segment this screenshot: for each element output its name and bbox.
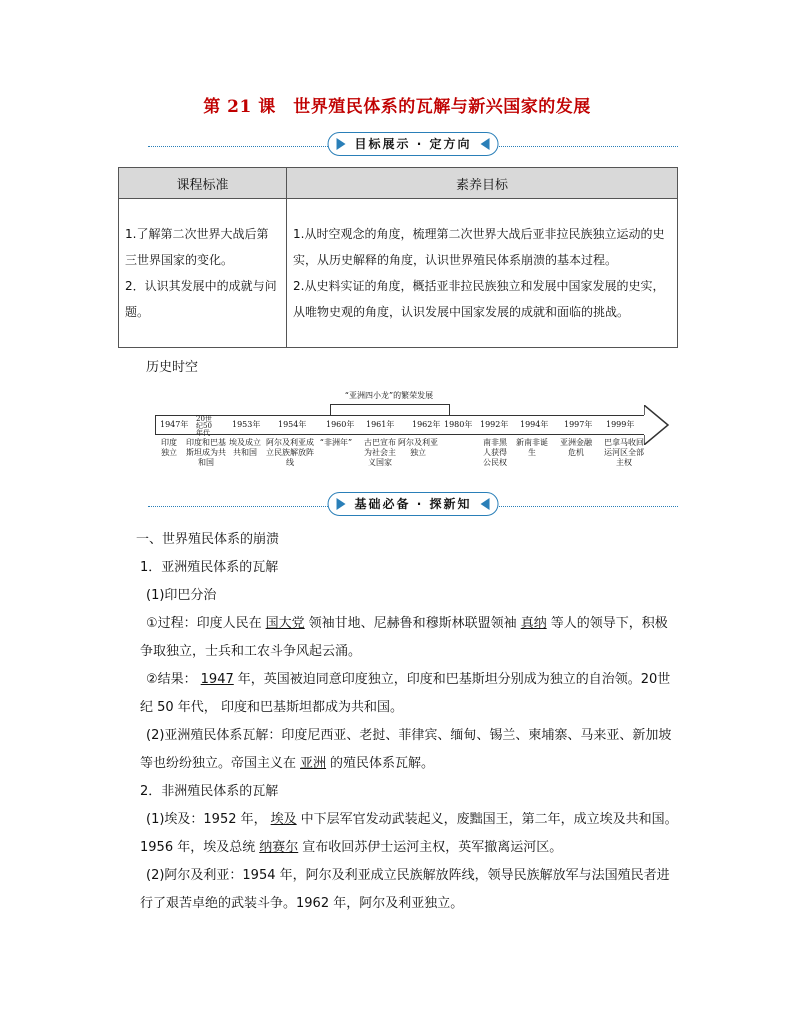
banner-pill [328,132,499,156]
timeline-event: 巴拿马收回运河区全部主权 [604,438,644,467]
banner-pill [328,492,499,516]
history-label: 历史时空 [146,360,199,375]
paragraph [140,610,680,666]
text: 等人的领导下，积极争取独立，士兵和工农斗争风起云涌。 [140,616,668,659]
timeline-year: 1947年 [160,420,189,429]
paragraph [140,806,680,862]
timeline-event: 埃及成立共和国 [229,438,261,457]
timeline-year: 1997年 [564,420,593,429]
text: 中下层军官发动武装起义，废黜国王，第二年，成立埃及共和国。1956 年，埃及总统 [140,812,678,855]
answer-blank: 1947 [200,672,234,687]
answer-blank: 纳赛尔 [259,840,299,855]
text: 领袖甘地、尼赫鲁和穆斯林联盟领袖 [308,616,517,631]
timeline-year: 1992年 [480,420,509,429]
text: (2)亚洲殖民体系瓦解：印度尼西亚、老挝、菲律宾、缅甸、锡兰、柬埔寨、马来亚、新加坡等也纷纷独立。帝国主义在 [140,728,672,771]
timeline-year: 1999年 [606,420,635,429]
timeline-year: 1994年 [520,420,549,429]
timeline-event: 印度独立 [161,438,177,457]
text: (1)埃及：1952 年， [146,812,267,827]
answer-blank: 亚洲 [300,756,327,771]
goal-item: 1.从时空观念的角度，梳理第二次世界大战后亚非拉民族独立运动的史实，从历史解释的角度，认识世界殖民体系崩溃的基本过程。 [293,227,665,267]
standard-item: 1.了解第二次世界大战后第三世界国家的变化。 [125,227,269,267]
table-header-goal: 素养目标 [287,168,678,199]
timeline-year: 1961年 [366,420,395,429]
text: 的殖民体系瓦解。 [330,756,435,771]
table-header-standard: 课程标准 [119,168,287,199]
timeline-year: 1953年 [232,420,261,429]
timeline-arrow-icon [644,405,670,445]
arrow-left-icon [480,498,489,510]
objectives-banner [148,132,678,158]
timeline-year: 1960年 [326,420,355,429]
banner-label: 目标展示 · 定方向 [354,137,472,151]
arrow-right-icon [337,138,346,150]
subsection-heading: 1．亚洲殖民体系的瓦解 [140,560,279,575]
goal-item: 2.从史料实证的角度，概括亚非拉民族独立和发展中国家发展的史实，从唯物史观的角度，认识发展中国家发展的成就和面临的挑战。 [293,279,665,319]
brace-label: “亚洲四小龙”的繁荣发展 [344,391,434,400]
timeline-year: 20世纪50年代 [196,415,212,437]
timeline-event: 新南非诞生 [516,438,548,457]
standards-table [118,167,678,348]
banner-label: 基础必备 · 探新知 [354,497,472,511]
paragraph: (2)阿尔及利亚：1954 年，阿尔及利亚成立民族解放阵线，领导民族解放军与法国殖民者进行了艰苦卓绝的武装斗争。1962 年，阿尔及利亚独立。 [140,868,670,911]
lesson-title: 第 21 课 世界殖民体系的瓦解与新兴国家的发展 [203,97,591,117]
standard-item: 2．认识其发展中的成就与问题。 [125,279,277,319]
timeline-event: “非洲年” [319,438,353,447]
subsection-heading: 2．非洲殖民体系的瓦解 [140,784,279,799]
answer-blank: 国大党 [265,616,305,631]
section-heading: 一、世界殖民体系的崩溃 [136,532,280,547]
timeline-year: 1962年 [412,420,441,429]
timeline-year: 1954年 [278,420,307,429]
timeline-event: 阿尔及利亚成立民族解放阵线 [266,438,314,467]
timeline-event: 亚洲金融危机 [560,438,592,457]
text: 年，英国被迫同意印度独立，印度和巴基斯坦分别成为独立的自治领。20世纪 50 年代， 印度和巴基斯坦都成为共和国。 [140,672,671,715]
text: 宣布收回苏伊士运河主权，英军撤离运河区。 [302,840,563,855]
timeline-event: 古巴宣布为社会主义国家 [364,438,396,467]
paragraph [140,722,680,778]
standard-cell [119,199,287,348]
goal-cell [287,199,678,348]
answer-blank: 真纳 [520,616,547,631]
basics-banner [148,492,678,518]
timeline [150,388,670,474]
answer-blank: 埃及 [270,812,297,827]
arrow-right-icon [337,498,346,510]
lesson-body [136,526,680,918]
timeline-year: 1980年 [444,420,473,429]
arrow-left-icon [480,138,489,150]
text: ①过程：印度人民在 [146,616,262,631]
text: ②结果： [146,672,197,687]
timeline-event: 印度和巴基斯坦成为共和国 [186,438,226,467]
timeline-event: 南非黑人获得公民权 [483,438,507,467]
paragraph [140,666,680,722]
item-heading: (1)印巴分治 [146,588,217,603]
timeline-event: 阿尔及利亚独立 [398,438,438,457]
brace [330,404,450,415]
